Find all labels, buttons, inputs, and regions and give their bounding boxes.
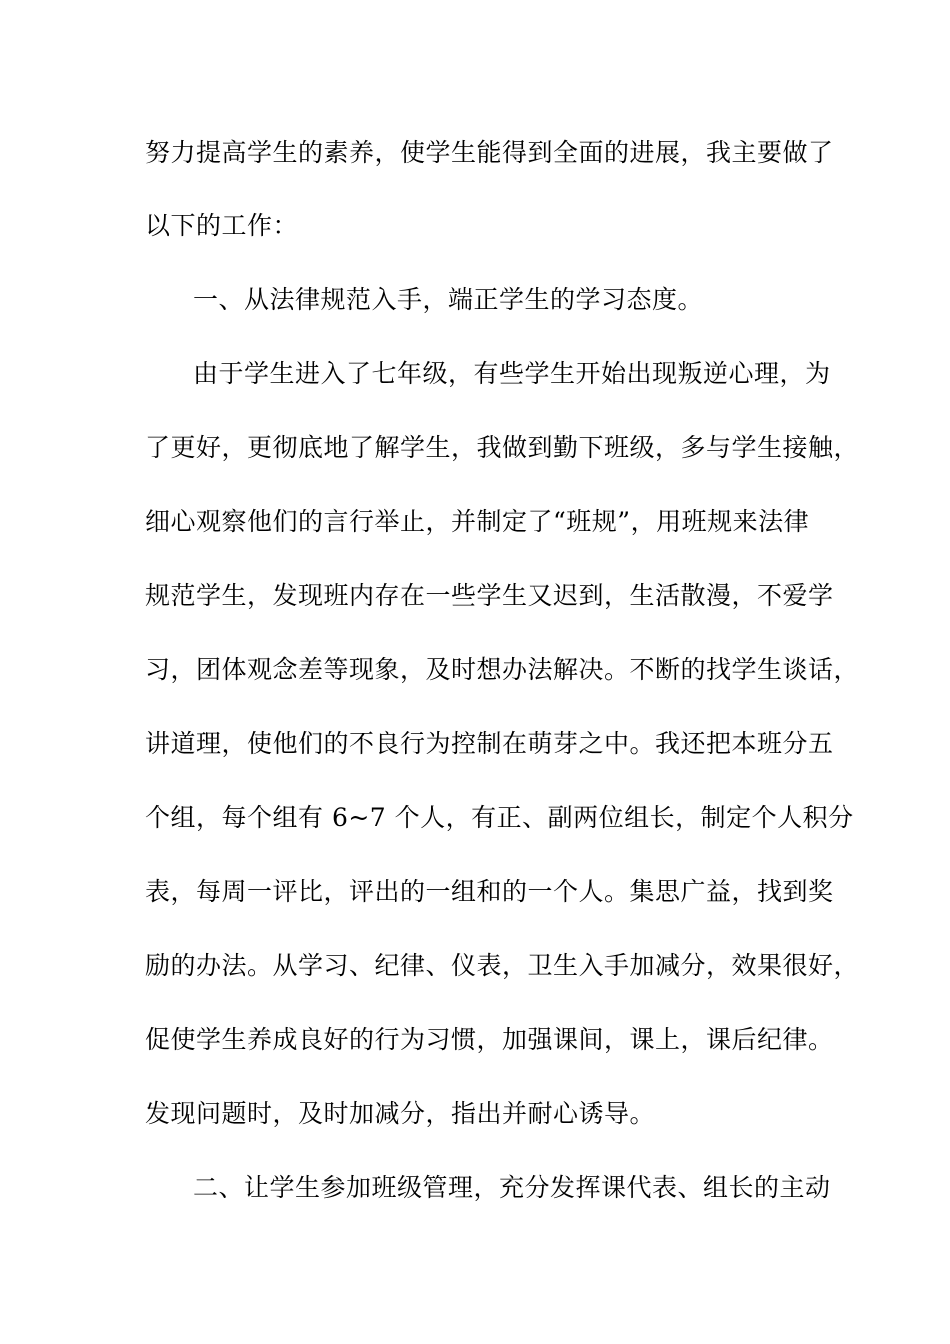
text-line: 细心观察他们的言行举止，并制定了“班规”，用班规来法律 [145,507,810,536]
text-line: 促使学生养成良好的行为习惯，加强课间，课上，课后纪律。 [145,1025,834,1054]
text-line: 了更好，更彻底地了解学生，我做到勤下班级，多与学生接触， [145,433,860,462]
text-line: 规范学生，发现班内存在一些学生又迟到，生活散漫，不爱学 [145,581,834,610]
section-heading: 二、让学生参加班级管理，充分发挥课代表、组长的主动 [193,1173,831,1202]
section-heading: 一、从法律规范入手，端正学生的学习态度。 [193,285,704,314]
text-line: 以下的工作： [145,211,299,240]
text-line: 表，每周一评比，评出的一组和的一个人。集思广益，找到奖 [145,877,834,906]
text-line: 励的办法。从学习、纪律、仪表，卫生入手加减分，效果很好， [145,951,860,980]
text-line: 发现问题时，及时加减分，指出并耐心诱导。 [145,1099,656,1128]
text-line: 个组，每个组有 6~7 个人，有正、副两位组长，制定个人积分 [145,803,854,832]
text-line: 由于学生进入了七年级，有些学生开始出现叛逆心理，为 [193,359,831,388]
text-line: 习，团体观念差等现象，及时想办法解决。不断的找学生谈话， [145,655,860,684]
text-line: 讲道理，使他们的不良行为控制在萌芽之中。我还把本班分五 [145,729,834,758]
text-line: 努力提高学生的素养，使学生能得到全面的进展，我主要做了 [145,138,834,167]
